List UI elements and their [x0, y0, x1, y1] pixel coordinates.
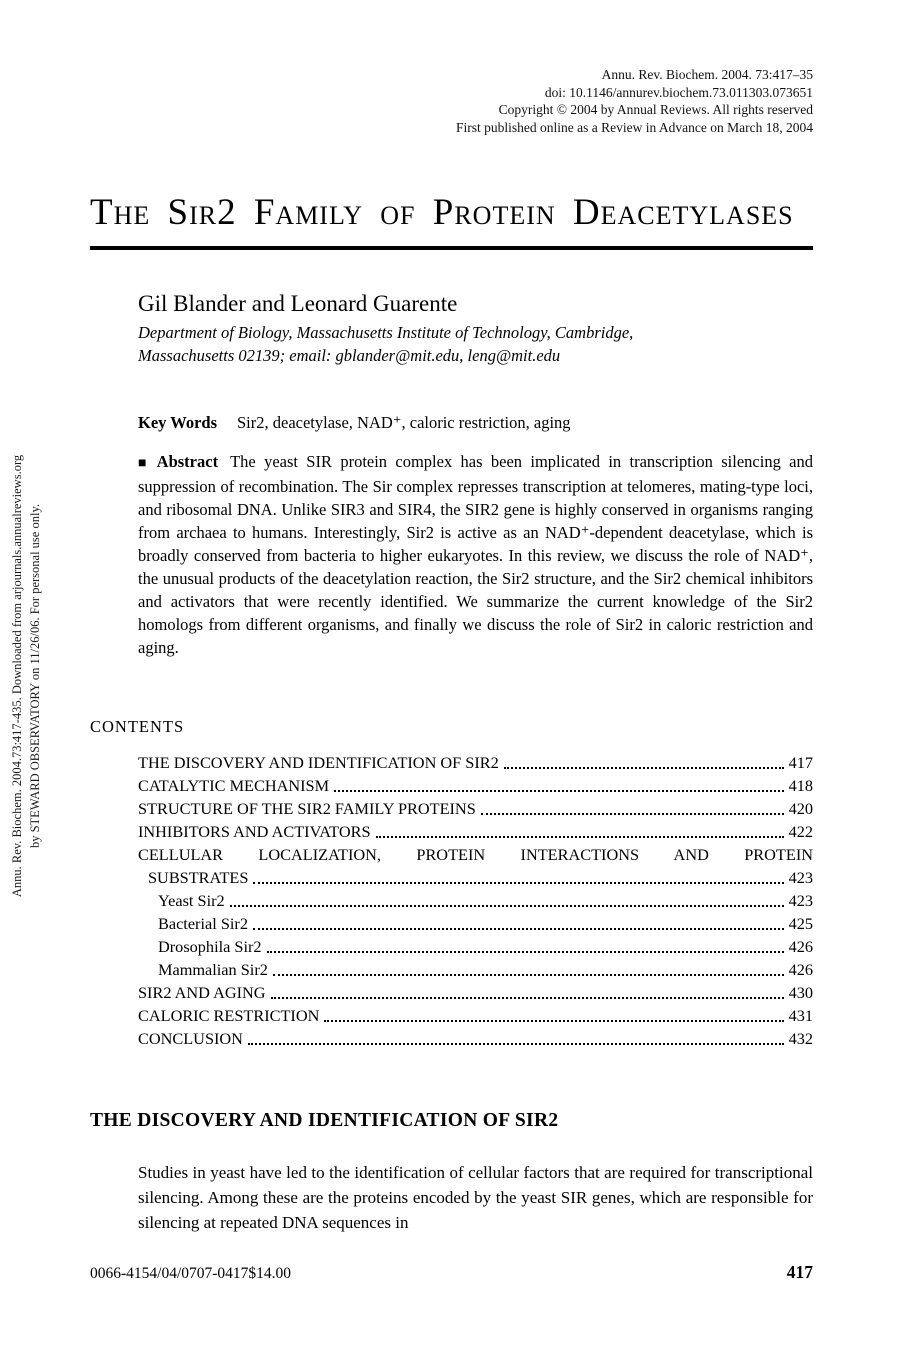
sidebar-watermark [8, 372, 44, 980]
citation-line: Annu. Rev. Biochem. 2004. 73:417–35 [601, 67, 813, 82]
toc-dot-leader [504, 767, 784, 769]
toc-entry-label: CATALYTIC MECHANISM [138, 775, 330, 795]
toc-entry-label: Bacterial Sir2 [158, 913, 248, 933]
toc-dot-leader [271, 997, 784, 999]
toc-entry-label: CELLULAR LOCALIZATION, PROTEIN INTERACTIONS AND PROTEIN [138, 844, 813, 864]
toc-entry-page: 418 [788, 775, 813, 795]
toc-entry-page: 425 [788, 913, 813, 933]
toc-entry[interactable] [138, 1004, 813, 1027]
section-heading: THE DISCOVERY AND IDENTIFICATION OF SIR2 [90, 1109, 559, 1131]
toc-dot-leader [334, 790, 783, 792]
toc-entry-page: 426 [788, 959, 813, 979]
toc-entry-label: Mammalian Sir2 [158, 959, 268, 979]
toc-entry[interactable] [138, 1027, 813, 1050]
toc-entry[interactable] [138, 889, 813, 912]
toc-entry-page: 423 [788, 867, 813, 887]
abstract-square-icon: ■ [138, 455, 151, 471]
toc-entry[interactable] [138, 866, 813, 889]
toc-entry[interactable] [138, 935, 813, 958]
contents-heading: CONTENTS [90, 716, 185, 736]
toc-entry-label: Yeast Sir2 [158, 890, 225, 910]
toc-entry-label: STRUCTURE OF THE SIR2 FAMILY PROTEINS [138, 798, 476, 818]
toc-entry-page: 420 [788, 798, 813, 818]
toc-dot-leader [273, 974, 784, 976]
toc-entry-page: 423 [788, 890, 813, 910]
body-paragraph: Studies in yeast have led to the identification of cellular factors that are required for transcriptional silencing. Among these are the proteins encoded by the yeast SIR genes, which are responsible for silencing at repeated DNA sequences in [138, 1162, 813, 1232]
toc-entry-page: 422 [788, 821, 813, 841]
toc-entry[interactable] [138, 774, 813, 797]
toc-entry[interactable] [138, 981, 813, 1004]
issn-code: 0066-4154/04/0707-0417$14.00 [90, 1265, 292, 1282]
toc-entry[interactable] [138, 958, 813, 981]
toc-dot-leader [481, 813, 784, 815]
toc-entry[interactable] [138, 843, 813, 866]
toc-entry-label: Drosophila Sir2 [158, 936, 262, 956]
page-number: 417 [786, 1262, 813, 1282]
toc-entry-page: 432 [788, 1028, 813, 1048]
toc-entry-page: 431 [788, 1005, 813, 1025]
toc-entry-label: CALORIC RESTRICTION [138, 1005, 320, 1025]
doi-line: doi: 10.1146/annurev.biochem.73.011303.073651 [544, 84, 813, 100]
article-title: The Sir2 Family of Protein Deacetylases [90, 191, 813, 250]
abstract-label: Abstract [156, 451, 219, 471]
table-of-contents [138, 751, 813, 1050]
toc-entry[interactable] [138, 912, 813, 935]
toc-entry-label: SIR2 AND AGING [138, 982, 266, 1002]
authors: Gil Blander and Leonard Guarente [138, 291, 458, 316]
keywords-text: Sir2, deacetylase, NAD⁺, caloric restriction, aging [237, 413, 571, 432]
toc-entry-page: 426 [788, 936, 813, 956]
first-published-line: First published online as a Review in Advance on March 18, 2004 [456, 119, 813, 135]
toc-entry-label: SUBSTRATES [148, 867, 249, 887]
toc-entry-page: 430 [788, 982, 813, 1002]
toc-entry-label: THE DISCOVERY AND IDENTIFICATION OF SIR2 [138, 752, 499, 772]
toc-entry[interactable] [138, 820, 813, 843]
toc-dot-leader [230, 905, 784, 907]
toc-dot-leader [376, 836, 784, 838]
toc-entry-page: 417 [788, 752, 813, 772]
toc-entry[interactable] [138, 797, 813, 820]
toc-dot-leader [253, 928, 784, 930]
toc-dot-leader [267, 951, 784, 953]
citation-block [90, 66, 813, 136]
sidebar-watermark-line2: by STEWARD OBSERVATORY on 11/26/06. For personal use only. [28, 503, 42, 849]
copyright-line: Copyright © 2004 by Annual Reviews. All rights reserved [498, 102, 813, 117]
toc-entry-label: INHIBITORS AND ACTIVATORS [138, 821, 371, 841]
affiliation: Department of Biology, Massachusetts Institute of Technology, Cambridge, Massachusetts 02139; email: gblander@mit.edu, leng@mit.edu [138, 323, 634, 365]
abstract-text: The yeast SIR protein complex has been implicated in transcription silencing and suppression of recombination. The Sir complex represses transcription at telomeres, mating-type loci, and ribosomal DNA. Unlike SIR3 and SIR4, the SIR2 gene is highly conserved in organisms ranging from archaea to humans. Interestingly, Sir2 is active as an NAD⁺-dependent deacetylase, which is broadly conserved from bacteria to higher eukaryotes. In this review, we discuss the role of NAD⁺, the unusual products of the deacetylation reaction, the Sir2 structure, and the Sir2 chemical inhibitors and activators that were recently identified. We summarize the current knowledge of the Sir2 homologs from different organisms, and finally we discuss the role of Sir2 in caloric restriction and aging. [138, 451, 813, 657]
keywords-label: Key Words [138, 413, 217, 432]
toc-dot-leader [248, 1043, 784, 1045]
toc-entry-label: CONCLUSION [138, 1028, 243, 1048]
sidebar-watermark-line1: Annu. Rev. Biochem. 2004.73:417-435. Downloaded from arjournals.annualreviews.org [10, 454, 24, 898]
toc-entry[interactable] [138, 751, 813, 774]
keywords-line [138, 413, 813, 433]
page-footer [90, 1262, 813, 1283]
toc-dot-leader [253, 882, 783, 884]
toc-dot-leader [324, 1020, 783, 1022]
abstract [138, 450, 813, 659]
